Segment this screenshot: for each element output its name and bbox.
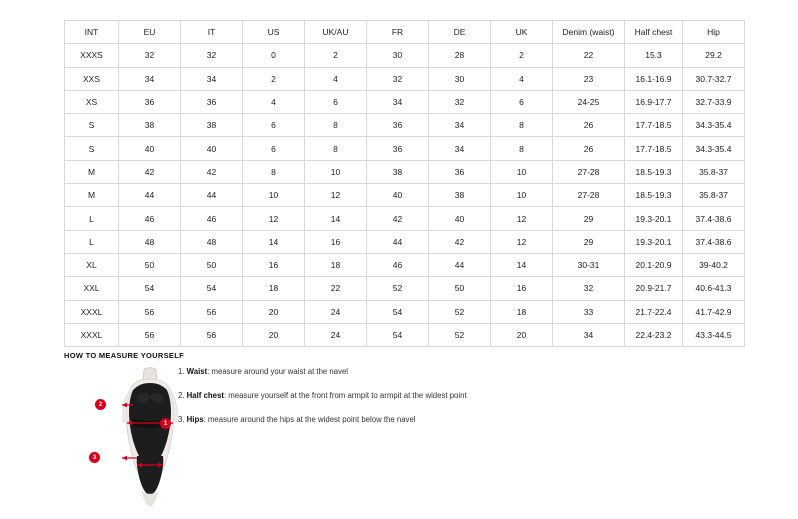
cell-de: 52 bbox=[429, 323, 491, 346]
cell-eu: 56 bbox=[119, 323, 181, 346]
cell-fr: 36 bbox=[367, 114, 429, 137]
cell-half-chest: 17.7-18.5 bbox=[625, 114, 683, 137]
table-row bbox=[65, 67, 745, 90]
step-text-half-chest: : measure yourself at the front from armpit to armpit at the widest point bbox=[223, 391, 467, 401]
cell-half-chest: 21.7-22.4 bbox=[625, 300, 683, 323]
step-number-2: 2. bbox=[178, 391, 187, 401]
cell-half-chest: 15.3 bbox=[625, 44, 683, 67]
cell-eu: 32 bbox=[119, 44, 181, 67]
cell-uk: 18 bbox=[491, 300, 553, 323]
cell-uk-au: 2 bbox=[305, 44, 367, 67]
cell-de: 36 bbox=[429, 160, 491, 183]
cell-uk: 20 bbox=[491, 323, 553, 346]
cell-de: 50 bbox=[429, 277, 491, 300]
column-header-it: IT bbox=[181, 21, 243, 44]
cell-us: 6 bbox=[243, 114, 305, 137]
cell-uk-au: 24 bbox=[305, 300, 367, 323]
cell-it: 48 bbox=[181, 230, 243, 253]
cell-us: 10 bbox=[243, 184, 305, 207]
cell-fr: 30 bbox=[367, 44, 429, 67]
cell-int: XXXS bbox=[65, 44, 119, 67]
cell-eu: 50 bbox=[119, 253, 181, 276]
cell-uk: 10 bbox=[491, 160, 553, 183]
cell-fr: 44 bbox=[367, 230, 429, 253]
cell-half-chest: 18.5-19.3 bbox=[625, 160, 683, 183]
cell-eu: 44 bbox=[119, 184, 181, 207]
table-row bbox=[65, 277, 745, 300]
cell-hip: 37.4-38.6 bbox=[683, 207, 745, 230]
cell-de: 38 bbox=[429, 184, 491, 207]
cell-int: XXL bbox=[65, 277, 119, 300]
table-row bbox=[65, 114, 745, 137]
cell-uk-au: 24 bbox=[305, 323, 367, 346]
table-row bbox=[65, 44, 745, 67]
cell-fr: 34 bbox=[367, 90, 429, 113]
cell-denim-waist: 23 bbox=[553, 67, 625, 90]
cell-uk: 6 bbox=[491, 90, 553, 113]
cell-half-chest: 19.3-20.1 bbox=[625, 230, 683, 253]
cell-us: 16 bbox=[243, 253, 305, 276]
cell-denim-waist: 33 bbox=[553, 300, 625, 323]
measure-step-hips bbox=[178, 415, 578, 425]
cell-eu: 56 bbox=[119, 300, 181, 323]
cell-eu: 42 bbox=[119, 160, 181, 183]
column-header-hip: Hip bbox=[683, 21, 745, 44]
cell-uk: 8 bbox=[491, 114, 553, 137]
marker-1: 1 bbox=[160, 418, 171, 429]
column-header-denim-waist: Denim (waist) bbox=[553, 21, 625, 44]
table-row bbox=[65, 300, 745, 323]
table-row bbox=[65, 207, 745, 230]
cell-de: 32 bbox=[429, 90, 491, 113]
cell-us: 6 bbox=[243, 137, 305, 160]
cell-fr: 54 bbox=[367, 323, 429, 346]
cell-hip: 29.2 bbox=[683, 44, 745, 67]
cell-us: 20 bbox=[243, 323, 305, 346]
cell-it: 44 bbox=[181, 184, 243, 207]
cell-it: 34 bbox=[181, 67, 243, 90]
cell-int: XL bbox=[65, 253, 119, 276]
step-label-half-chest: Half chest bbox=[186, 391, 224, 401]
step-number-3: 3. bbox=[178, 415, 187, 425]
cell-de: 28 bbox=[429, 44, 491, 67]
cell-denim-waist: 29 bbox=[553, 207, 625, 230]
cell-it: 56 bbox=[181, 323, 243, 346]
cell-uk-au: 6 bbox=[305, 90, 367, 113]
cell-hip: 43.3-44.5 bbox=[683, 323, 745, 346]
cell-hip: 30.7-32.7 bbox=[683, 67, 745, 90]
cell-int: XXXL bbox=[65, 323, 119, 346]
cell-de: 44 bbox=[429, 253, 491, 276]
cell-uk: 8 bbox=[491, 137, 553, 160]
step-text-hips: : measure around the hips at the widest point below the navel bbox=[203, 415, 416, 425]
cell-it: 54 bbox=[181, 277, 243, 300]
cell-uk-au: 8 bbox=[305, 137, 367, 160]
cell-half-chest: 16.9-17.7 bbox=[625, 90, 683, 113]
cell-eu: 46 bbox=[119, 207, 181, 230]
cell-int: S bbox=[65, 114, 119, 137]
cell-fr: 52 bbox=[367, 277, 429, 300]
cell-half-chest: 16.1-16.9 bbox=[625, 67, 683, 90]
column-header-fr: FR bbox=[367, 21, 429, 44]
cell-uk-au: 12 bbox=[305, 184, 367, 207]
cell-half-chest: 20.1-20.9 bbox=[625, 253, 683, 276]
cell-int: S bbox=[65, 137, 119, 160]
measure-step-waist bbox=[178, 367, 578, 377]
cell-it: 40 bbox=[181, 137, 243, 160]
cell-de: 34 bbox=[429, 114, 491, 137]
cell-it: 46 bbox=[181, 207, 243, 230]
table-header-row bbox=[65, 21, 745, 44]
table-row bbox=[65, 323, 745, 346]
column-header-eu: EU bbox=[119, 21, 181, 44]
step-text-waist: : measure around your waist at the navel bbox=[207, 367, 349, 376]
cell-eu: 34 bbox=[119, 67, 181, 90]
cell-half-chest: 20.9-21.7 bbox=[625, 277, 683, 300]
cell-denim-waist: 26 bbox=[553, 114, 625, 137]
cell-it: 42 bbox=[181, 160, 243, 183]
cell-eu: 36 bbox=[119, 90, 181, 113]
cell-denim-waist: 27-28 bbox=[553, 184, 625, 207]
table-row bbox=[65, 184, 745, 207]
marker-2: 2 bbox=[95, 399, 106, 410]
cell-us: 2 bbox=[243, 67, 305, 90]
measure-steps bbox=[178, 367, 578, 439]
cell-de: 42 bbox=[429, 230, 491, 253]
cell-hip: 34.3-35.4 bbox=[683, 137, 745, 160]
cell-uk-au: 16 bbox=[305, 230, 367, 253]
column-header-half-chest: Half chest bbox=[625, 21, 683, 44]
column-header-int: INT bbox=[65, 21, 119, 44]
cell-uk: 2 bbox=[491, 44, 553, 67]
cell-hip: 41.7-42.9 bbox=[683, 300, 745, 323]
column-header-uk: UK bbox=[491, 21, 553, 44]
cell-uk-au: 22 bbox=[305, 277, 367, 300]
cell-hip: 37.4-38.6 bbox=[683, 230, 745, 253]
table-row bbox=[65, 90, 745, 113]
cell-de: 40 bbox=[429, 207, 491, 230]
measure-step-half-chest bbox=[178, 391, 578, 401]
cell-fr: 32 bbox=[367, 67, 429, 90]
cell-us: 20 bbox=[243, 300, 305, 323]
table-row bbox=[65, 230, 745, 253]
cell-fr: 54 bbox=[367, 300, 429, 323]
cell-uk-au: 8 bbox=[305, 114, 367, 137]
cell-half-chest: 17.7-18.5 bbox=[625, 137, 683, 160]
cell-us: 14 bbox=[243, 230, 305, 253]
cell-denim-waist: 22 bbox=[553, 44, 625, 67]
cell-eu: 38 bbox=[119, 114, 181, 137]
cell-fr: 40 bbox=[367, 184, 429, 207]
cell-denim-waist: 29 bbox=[553, 230, 625, 253]
column-header-uk-au: UK/AU bbox=[305, 21, 367, 44]
cell-hip: 34.3-35.4 bbox=[683, 114, 745, 137]
cell-fr: 38 bbox=[367, 160, 429, 183]
cell-us: 18 bbox=[243, 277, 305, 300]
size-chart-table-wrapper bbox=[64, 20, 734, 347]
cell-half-chest: 18.5-19.3 bbox=[625, 184, 683, 207]
cell-fr: 36 bbox=[367, 137, 429, 160]
cell-uk: 14 bbox=[491, 253, 553, 276]
cell-hip: 40.6-41.3 bbox=[683, 277, 745, 300]
cell-uk: 12 bbox=[491, 230, 553, 253]
cell-de: 52 bbox=[429, 300, 491, 323]
table-row bbox=[65, 160, 745, 183]
cell-it: 50 bbox=[181, 253, 243, 276]
cell-half-chest: 22.4-23.2 bbox=[625, 323, 683, 346]
cell-uk: 4 bbox=[491, 67, 553, 90]
cell-eu: 40 bbox=[119, 137, 181, 160]
cell-it: 32 bbox=[181, 44, 243, 67]
cell-int: L bbox=[65, 207, 119, 230]
cell-int: M bbox=[65, 184, 119, 207]
cell-uk-au: 4 bbox=[305, 67, 367, 90]
column-header-de: DE bbox=[429, 21, 491, 44]
marker-3: 3 bbox=[89, 452, 100, 463]
size-chart-table bbox=[64, 20, 745, 347]
cell-denim-waist: 34 bbox=[553, 323, 625, 346]
table-body bbox=[65, 44, 745, 347]
cell-uk: 12 bbox=[491, 207, 553, 230]
column-header-us: US bbox=[243, 21, 305, 44]
cell-denim-waist: 32 bbox=[553, 277, 625, 300]
cell-denim-waist: 27-28 bbox=[553, 160, 625, 183]
cell-uk-au: 10 bbox=[305, 160, 367, 183]
cell-eu: 48 bbox=[119, 230, 181, 253]
cell-hip: 32.7-33.9 bbox=[683, 90, 745, 113]
cell-uk-au: 18 bbox=[305, 253, 367, 276]
cell-int: XS bbox=[65, 90, 119, 113]
cell-us: 12 bbox=[243, 207, 305, 230]
cell-hip: 39-40.2 bbox=[683, 253, 745, 276]
how-to-measure-title: HOW TO MEASURE YOURSELF bbox=[64, 351, 184, 360]
cell-us: 4 bbox=[243, 90, 305, 113]
cell-fr: 46 bbox=[367, 253, 429, 276]
cell-half-chest: 19.3-20.1 bbox=[625, 207, 683, 230]
table-row bbox=[65, 253, 745, 276]
cell-int: XXXL bbox=[65, 300, 119, 323]
cell-fr: 42 bbox=[367, 207, 429, 230]
cell-eu: 54 bbox=[119, 277, 181, 300]
cell-us: 8 bbox=[243, 160, 305, 183]
cell-it: 56 bbox=[181, 300, 243, 323]
cell-denim-waist: 26 bbox=[553, 137, 625, 160]
cell-uk: 16 bbox=[491, 277, 553, 300]
cell-int: XXS bbox=[65, 67, 119, 90]
cell-denim-waist: 24-25 bbox=[553, 90, 625, 113]
cell-it: 38 bbox=[181, 114, 243, 137]
cell-uk: 10 bbox=[491, 184, 553, 207]
step-number-1: 1. bbox=[178, 367, 187, 376]
step-label-waist: Waist bbox=[186, 367, 208, 376]
cell-de: 34 bbox=[429, 137, 491, 160]
cell-hip: 35.8-37 bbox=[683, 184, 745, 207]
cell-it: 36 bbox=[181, 90, 243, 113]
cell-us: 0 bbox=[243, 44, 305, 67]
cell-denim-waist: 30-31 bbox=[553, 253, 625, 276]
step-label-hips: Hips bbox=[186, 415, 204, 425]
cell-int: M bbox=[65, 160, 119, 183]
cell-uk-au: 14 bbox=[305, 207, 367, 230]
table-row bbox=[65, 137, 745, 160]
cell-hip: 35.8-37 bbox=[683, 160, 745, 183]
cell-int: L bbox=[65, 230, 119, 253]
cell-de: 30 bbox=[429, 67, 491, 90]
